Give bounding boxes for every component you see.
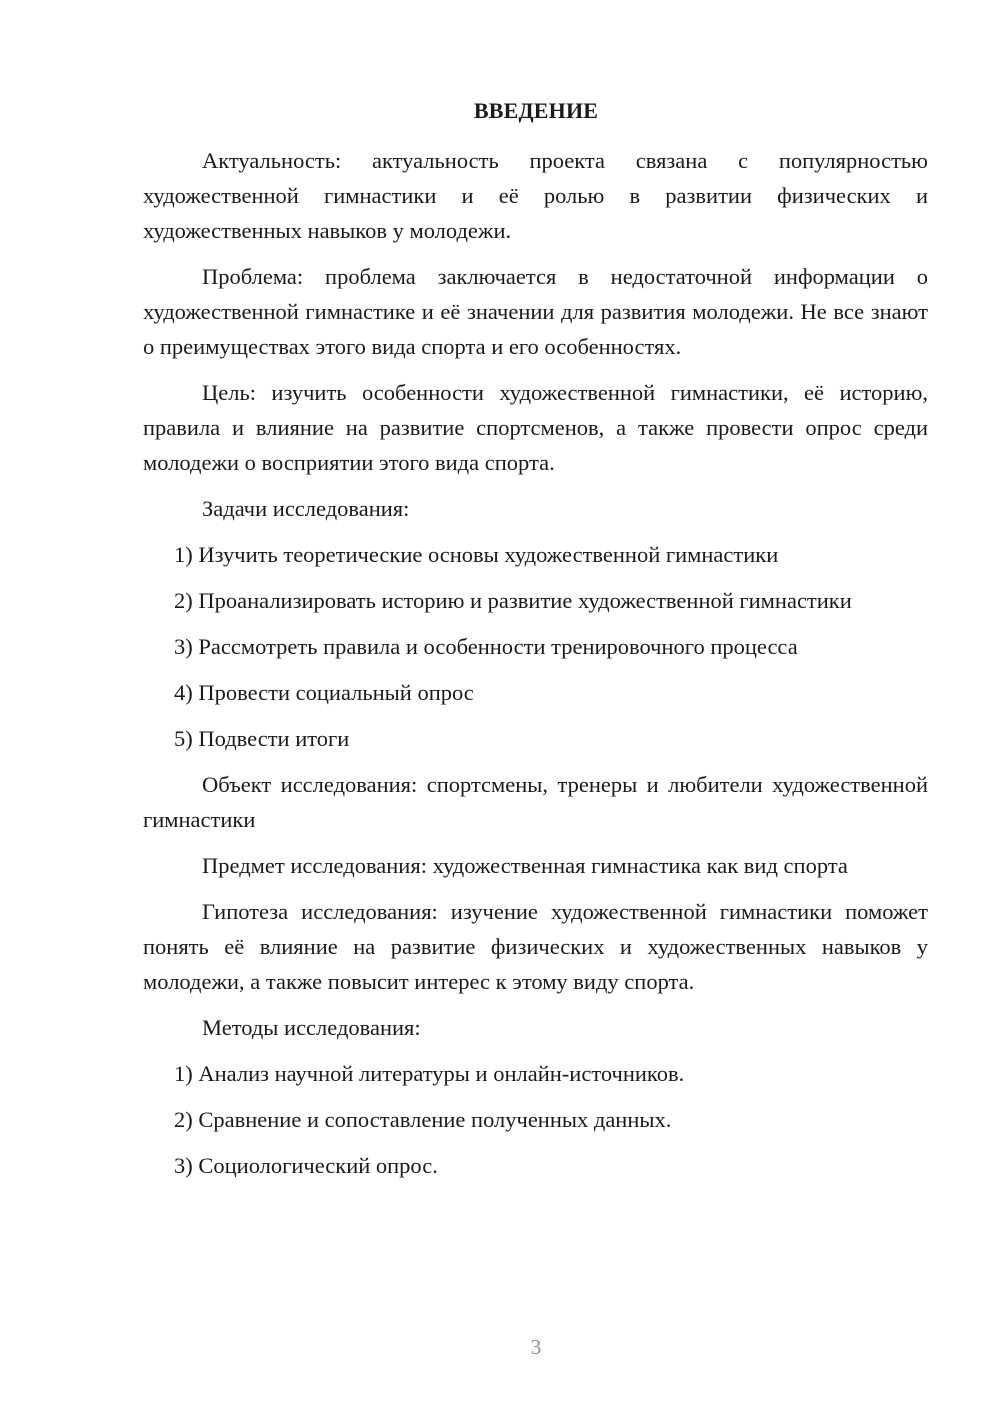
hypothesis-paragraph: Гипотеза исследования: изучение художественной гимнастики поможет понять её влияние на развитие физических и художественных навыков у молодежи, а также повысит интерес к этому виду спорта. — [143, 899, 928, 994]
methods-list — [143, 1056, 928, 1183]
tasks-heading: Задачи исследования: — [202, 496, 410, 521]
page-title: ВВЕДЕНИЕ — [473, 98, 599, 123]
list-item: 1) Анализ научной литературы и онлайн-источников. — [174, 1061, 685, 1086]
page-number: 3 — [530, 1335, 542, 1359]
list-item: 2) Сравнение и сопоставление полученных данных. — [174, 1107, 672, 1132]
list-item: 3) Социологический опрос. — [174, 1153, 438, 1178]
object-paragraph: Объект исследования: спортсмены, тренеры и любители художественной гимнастики — [143, 772, 928, 832]
methods-heading: Методы исследования: — [202, 1015, 421, 1040]
subject-paragraph: Предмет исследования: художественная гимнастика как вид спорта — [202, 853, 848, 878]
list-item: 2) Проанализировать историю и развитие художественной гимнастики — [174, 588, 852, 613]
relevance-paragraph: Актуальность: актуальность проекта связана с популярностью художественной гимнастики и её ролью в развитии физических и художественных навыков у молодежи. — [143, 148, 928, 243]
document-body — [143, 143, 928, 1194]
goal-paragraph: Цель: изучить особенности художественной гимнастики, её историю, правила и влияние на развитие спортсменов, а также провести опрос среди молодежи о восприятии этого вида спорта. — [143, 380, 928, 475]
tasks-list — [143, 537, 928, 756]
list-item: 4) Провести социальный опрос — [174, 680, 474, 705]
problem-paragraph: Проблема: проблема заключается в недостаточной информации о художественной гимнастике и её значении для развития молодежи. Не все знают о преимуществах этого вида спорта и его особенностях. — [143, 264, 928, 359]
list-item: 1) Изучить теоретические основы художественной гимнастики — [174, 542, 779, 567]
list-item: 3) Рассмотреть правила и особенности тренировочного процесса — [174, 634, 798, 659]
list-item: 5) Подвести итоги — [174, 726, 350, 751]
